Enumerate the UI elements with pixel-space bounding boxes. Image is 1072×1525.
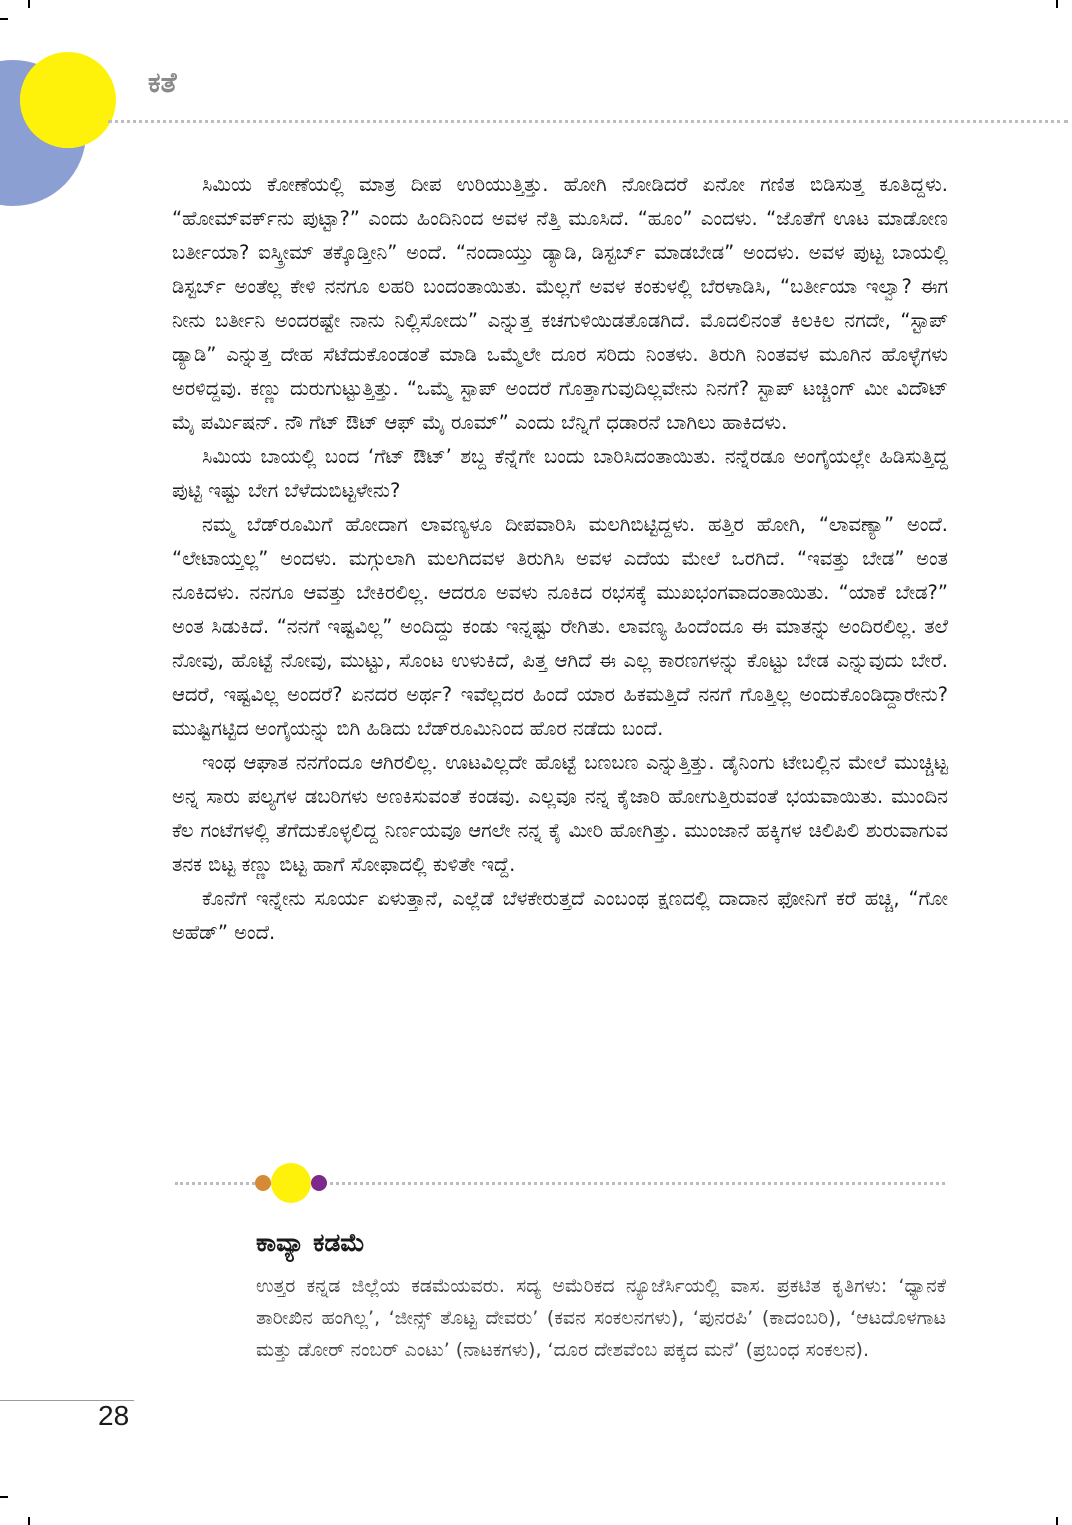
yellow-dot-ornament	[271, 1163, 311, 1203]
crop-mark	[28, 0, 30, 8]
author-name: ಕಾವ್ಯಾ ಕಡಮೆ	[256, 1228, 366, 1257]
decorative-circle-overlap	[0, 60, 86, 206]
story-paragraph: ಕೊನೆಗೆ ಇನ್ನೇನು ಸೂರ್ಯ ಏಳುತ್ತಾನೆ, ಎಲ್ಲೆಡೆ ಬೆಳಕೇರುತ್ತದೆ ಎಂಬಂಥ ಕ್ಷಣದಲ್ಲಿ ದಾದಾನ ಫೋನಿಗೆ ಕರೆ ಹಚ್ಚಿ, “ಗೋ ಅಹೆಡ್” ಅಂದೆ.	[172, 887, 948, 944]
header-dotted-rule	[108, 120, 1068, 123]
crop-mark	[1056, 0, 1058, 8]
author-bio: ಉತ್ತರ ಕನ್ನಡ ಜಿಲ್ಲೆಯ ಕಡಮೆಯವರು. ಸದ್ಯ ಅಮೆರಿಕದ ನ್ಯೂಜೆರ್ಸಿಯಲ್ಲಿ ವಾಸ. ಪ್ರಕಟಿತ ಕೃತಿಗಳು: ‘ಧ್ಯಾನಕೆ ತಾರೀಖಿನ ಹಂಗಿಲ್ಲ’, ‘ಜೀನ್ಸ್ ತೊಟ್ಟ ದೇವರು’ (ಕವನ ಸಂಕಲನಗಳು), ‘ಪುನರಪಿ’ (ಕಾದಂಬರಿ), ‘ಆಟದೊಳಗಾಟ ಮತ್ತು ಡೋರ್ ನಂಬರ್ ಎಂಟು’ (ನಾಟಕಗಳು), ‘ದೂರ ದೇಶವೆಂಬ ಪಕ್ಕದ ಮನೆ’ (ಪ್ರಬಂಧ ಸಂಕಲನ).	[256, 1275, 946, 1361]
section-label: ಕತೆ	[148, 66, 177, 99]
orange-dot-ornament	[255, 1175, 271, 1191]
section-divider	[175, 1162, 945, 1208]
crop-mark	[0, 1496, 8, 1498]
story-text	[172, 168, 948, 950]
page-number: 28	[98, 1400, 130, 1431]
crop-mark	[1056, 1517, 1058, 1525]
story-paragraph: ಇಂಥ ಆಘಾತ ನನಗೆಂದೂ ಆಗಿರಲಿಲ್ಲ. ಊಟವಿಲ್ಲದೇ ಹೊಟ್ಟೆ ಬಣಬಣ ಎನ್ನುತ್ತಿತ್ತು. ಡೈನಿಂಗು ಟೇಬಲ್ಲಿನ ಮೇಲೆ ಮುಚ್ಚಿಟ್ಟ ಅನ್ನ ಸಾರು ಪಲ್ಯಗಳ ಡಬರಿಗಳು ಅಣಕಿಸುವಂತೆ ಕಂಡವು. ಎಲ್ಲವೂ ನನ್ನ ಕೈಜಾರಿ ಹೋಗುತ್ತಿರುವಂತೆ ಭಯವಾಯಿತು. ಮುಂದಿನ ಕೆಲ ಗಂಟೆಗಳಲ್ಲಿ ತೆಗೆದುಕೊಳ್ಳಲಿದ್ದ ನಿರ್ಣಯವೂ ಆಗಲೇ ನನ್ನ ಕೈ ಮೀರಿ ಹೋಗಿತ್ತು. ಮುಂಜಾನೆ ಹಕ್ಕಿಗಳ ಚಿಲಿಪಿಲಿ ಶುರುವಾಗುವ ತನಕ ಬಿಟ್ಟ ಕಣ್ಣು ಬಿಟ್ಟ ಹಾಗೆ ಸೋಫಾದಲ್ಲಿ ಕುಳಿತೇ ಇದ್ದೆ.	[172, 751, 948, 876]
crop-mark	[28, 1517, 30, 1525]
story-paragraph: ನಮ್ಮ ಬೆಡ್‌ರೂಮಿಗೆ ಹೋದಾಗ ಲಾವಣ್ಯಳೂ ದೀಪವಾರಿಸಿ ಮಲಗಿಬಿಟ್ಟಿದ್ದಳು. ಹತ್ತಿರ ಹೋಗಿ, “ಲಾವಣ್ಯಾ” ಅಂದೆ. “ಲೇಟಾಯ್ತಲ್ಲ” ಅಂದಳು. ಮಗ್ಗುಲಾಗಿ ಮಲಗಿದವಳ ತಿರುಗಿಸಿ ಅವಳ ಎದೆಯ ಮೇಲೆ ಒರಗಿದೆ. “ಇವತ್ತು ಬೇಡ” ಅಂತ ನೂಕಿದಳು. ನನಗೂ ಆವತ್ತು ಬೇಕಿರಲಿಲ್ಲ. ಆದರೂ ಅವಳು ನೂಕಿದ ರಭಸಕ್ಕೆ ಮುಖಭಂಗವಾದಂತಾಯಿತು. “ಯಾಕೆ ಬೇಡ?” ಅಂತ ಸಿಡುಕಿದೆ. “ನನಗೆ ಇಷ್ಟವಿಲ್ಲ” ಅಂದಿದ್ದು ಕಂಡು ಇನ್ನಷ್ಟು ರೇಗಿತು. ಲಾವಣ್ಯ ಹಿಂದೆಂದೂ ಈ ಮಾತನ್ನು ಅಂದಿರಲಿಲ್ಲ. ತಲೆ ನೋವು, ಹೊಟ್ಟೆ ನೋವು, ಮುಟ್ಟು, ಸೊಂಟ ಉಳುಕಿದೆ, ಪಿತ್ತ ಆಗಿದೆ ಈ ಎಲ್ಲ ಕಾರಣಗಳನ್ನು ಕೊಟ್ಟು ಬೇಡ ಎನ್ನುವುದು ಬೇರೆ. ಆದರೆ, ಇಷ್ಟವಿಲ್ಲ ಅಂದರೆ? ಏನದರ ಅರ್ಥ? ಇವೆಲ್ಲದರ ಹಿಂದೆ ಯಾರ ಹಿಕಮತ್ತಿದೆ ನನಗೆ ಗೊತ್ತಿಲ್ಲ ಅಂದುಕೊಂಡಿದ್ದಾರೇನು? ಮುಷ್ಟಿಗಟ್ಟಿದ ಅಂಗೈಯನ್ನು ಬಿಗಿ ಹಿಡಿದು ಬೆಡ್‌ರೂಮಿನಿಂದ ಹೊರ ನಡೆದು ಬಂದೆ.	[172, 513, 948, 740]
story-paragraph: ಸಿಮಿಯ ಬಾಯಲ್ಲಿ ಬಂದ ‘ಗೆಟ್ ಔಟ್’ ಶಬ್ದ ಕೆನ್ನೆಗೇ ಬಂದು ಬಾರಿಸಿದಂತಾಯಿತು. ನನ್ನೆರಡೂ ಅಂಗೈಯಲ್ಲೇ ಹಿಡಿಸುತ್ತಿದ್ದ ಪುಟ್ಟಿ ಇಷ್ಟು ಬೇಗ ಬೆಳೆದುಬಿಟ್ಟಳೇನು?	[172, 445, 948, 502]
story-paragraph: ಸಿಮಿಯ ಕೋಣೆಯಲ್ಲಿ ಮಾತ್ರ ದೀಪ ಉರಿಯುತ್ತಿತ್ತು. ಹೋಗಿ ನೋಡಿದರೆ ಏನೋ ಗಣಿತ ಬಿಡಿಸುತ್ತ ಕೂತಿದ್ದಳು. “ಹೋಮ್‌ವರ್ಕ್‌ನು ಪುಟ್ಟಾ?” ಎಂದು ಹಿಂದಿನಿಂದ ಅವಳ ನೆತ್ತಿ ಮೂಸಿದೆ. “ಹೂಂ” ಎಂದಳು. “ಜೊತೆಗೆ ಊಟ ಮಾಡೋಣ ಬರ್ತೀಯಾ? ಐಸ್ಕ್ರೀಮ್ ತಕ್ಕೊಡ್ತೀನಿ” ಅಂದೆ. “ನಂದಾಯ್ತು ಡ್ಯಾಡಿ, ಡಿಸ್ಟರ್ಬ್ ಮಾಡಬೇಡ” ಅಂದಳು. ಅವಳ ಪುಟ್ಟ ಬಾಯಲ್ಲಿ ಡಿಸ್ಟರ್ಬ್ ಅಂತೆಲ್ಲ ಕೇಳಿ ನನಗೂ ಲಹರಿ ಬಂದಂತಾಯಿತು. ಮೆಲ್ಲಗೆ ಅವಳ ಕಂಕುಳಲ್ಲಿ ಬೆರಳಾಡಿಸಿ, “ಬರ್ತೀಯಾ ಇಲ್ವಾ? ಈಗ ನೀನು ಬರ್ತೀನಿ ಅಂದರಷ್ಟೇ ನಾನು ನಿಲ್ಲಿಸೋದು” ಎನ್ನುತ್ತ ಕಚಗುಳಿಯಿಡತೊಡಗಿದೆ. ಮೊದಲಿನಂತೆ ಕಿಲಕಿಲ ನಗದೇ, “ಸ್ಟಾಪ್ ಡ್ಯಾಡಿ” ಎನ್ನುತ್ತ ದೇಹ ಸೆಟೆದುಕೊಂಡಂತೆ ಮಾಡಿ ಒಮ್ಮೆಲೇ ದೂರ ಸರಿದು ನಿಂತಳು. ತಿರುಗಿ ನಿಂತವಳ ಮೂಗಿನ ಹೊಳ್ಳೆಗಳು ಅರಳಿದ್ದವು. ಕಣ್ಣು ದುರುಗುಟ್ಟುತ್ತಿತ್ತು. “ಒಮ್ಮೆ ಸ್ಟಾಪ್ ಅಂದರೆ ಗೊತ್ತಾಗುವುದಿಲ್ಲವೇನು ನಿನಗೆ? ಸ್ಟಾಪ್ ಟಚ್ಚಿಂಗ್ ಮೀ ವಿದೌಟ್ ಮೈ ಪರ್ಮಿಷನ್. ನೌ ಗೆಟ್ ಔಟ್ ಆಫ್ ಮೈ ರೂಮ್” ಎಂದು ಬೆನ್ನಿಗೆ ಧಡಾರನೆ ಬಾಗಿಲು ಹಾಕಿದಳು.	[172, 173, 948, 434]
crop-mark	[0, 18, 8, 20]
purple-dot-ornament	[311, 1175, 327, 1191]
